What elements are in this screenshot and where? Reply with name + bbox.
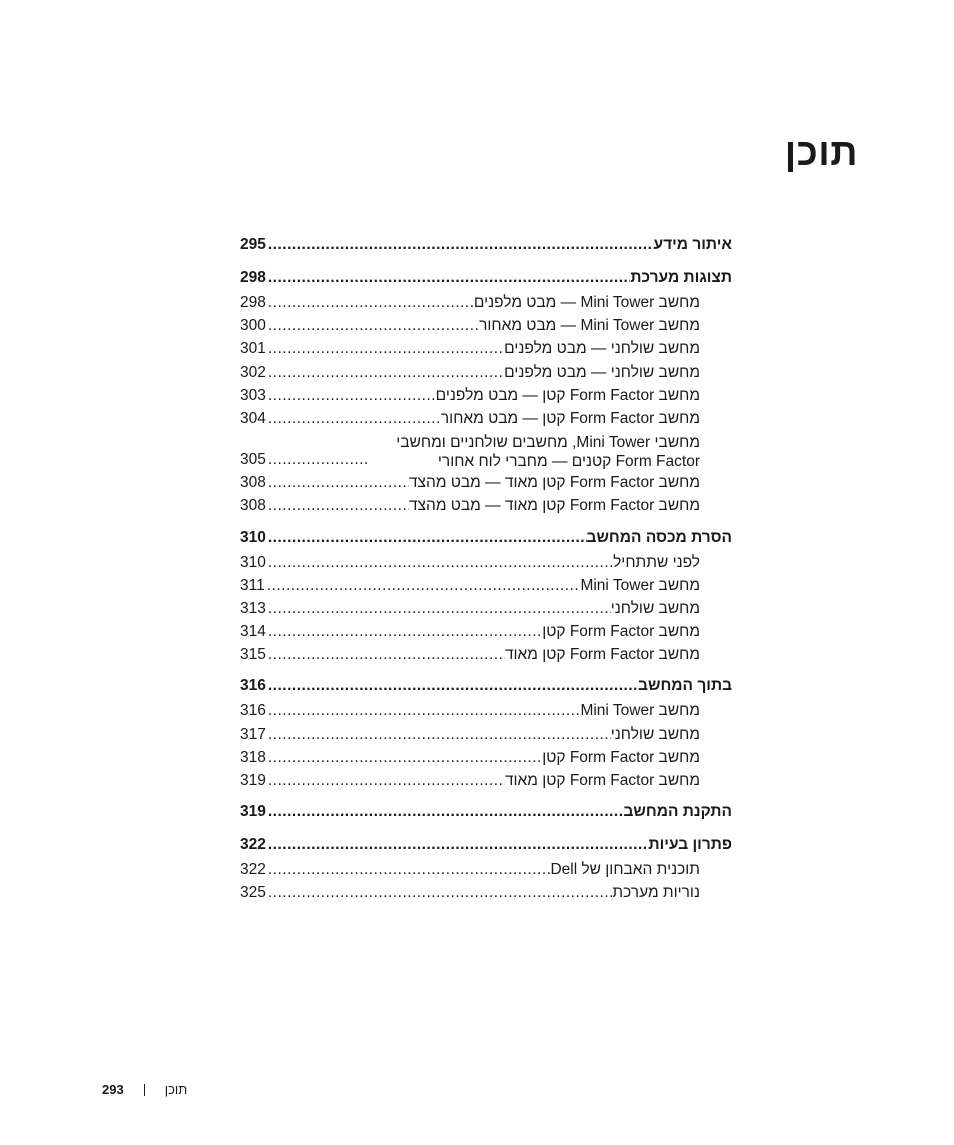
toc-heading-entry[interactable]	[240, 525, 732, 551]
toc-dot-leader	[266, 769, 505, 792]
toc-entry-page: 301	[240, 340, 266, 358]
toc-entry-title: מחשב Form Factor קטן — מבט מלפנים	[435, 386, 700, 404]
toc-dot-leader	[266, 265, 630, 291]
toc-entry[interactable]	[240, 314, 732, 337]
toc-dot-leader	[266, 471, 409, 494]
toc-heading-page: 298	[240, 269, 266, 286]
toc-dot-leader	[266, 448, 370, 471]
toc-section	[240, 673, 732, 792]
toc-entry-title: מחשב Form Factor קטן	[542, 623, 700, 641]
toc-dot-leader	[266, 525, 587, 551]
toc-entry[interactable]	[240, 881, 732, 904]
toc-dot-leader	[266, 832, 649, 858]
page-title: תוכן	[784, 132, 858, 174]
toc-section	[240, 265, 732, 518]
toc-dot-leader	[266, 551, 613, 574]
toc-entry[interactable]	[240, 769, 732, 792]
toc-dot-leader	[266, 494, 409, 517]
toc-entry[interactable]	[240, 407, 732, 430]
toc-entry-title: תוכנית האבחון של Dell	[550, 861, 700, 879]
toc-entry-title: לפני שתתחיל	[613, 553, 700, 571]
toc-dot-leader	[266, 799, 624, 825]
toc-entry-page: 325	[240, 884, 266, 902]
toc-heading-page: 316	[240, 677, 266, 695]
toc-entry[interactable]	[240, 597, 732, 620]
toc-dot-leader	[266, 384, 436, 407]
toc-heading-title: איתור מידע	[653, 236, 732, 253]
toc-entry-title: מחשב Mini Tower	[580, 576, 700, 594]
toc-entry-page: 315	[240, 646, 266, 664]
toc-entry-page: 304	[240, 409, 266, 427]
toc-heading-title: תצוגות מערכת	[630, 269, 732, 286]
toc-dot-leader	[265, 574, 581, 597]
toc-entry-page: 316	[240, 702, 266, 720]
toc-section	[240, 525, 732, 667]
toc-entry-page: 305	[240, 450, 266, 468]
toc-entry[interactable]	[240, 337, 732, 360]
toc-entry[interactable]	[240, 551, 732, 574]
footer-divider	[144, 1084, 145, 1096]
toc-entry-page: 322	[240, 861, 266, 879]
toc-entry-title: מחשב Mini Tower — מבט מאחור	[479, 317, 700, 335]
toc-section	[240, 832, 732, 904]
toc-entry[interactable]	[240, 574, 732, 597]
toc-entry-title: מחשב שולחני — מבט מלפנים	[504, 340, 700, 358]
toc-heading-entry[interactable]	[240, 832, 732, 858]
toc-section	[240, 232, 732, 258]
toc-dot-leader	[266, 858, 551, 881]
toc-heading-title: התקנת המחשב	[623, 803, 732, 821]
toc-entry-page: 308	[240, 497, 266, 515]
toc-entry[interactable]	[240, 430, 732, 471]
toc-entry-page: 311	[240, 576, 265, 594]
toc-entry[interactable]	[240, 858, 732, 881]
toc-entry[interactable]	[240, 494, 732, 517]
toc-entry-title: מחשב Form Factor קטן	[542, 748, 700, 766]
toc-entry-title: מחשב Form Factor קטן מאוד — מבט מהצד	[408, 474, 700, 492]
toc-dot-leader	[266, 620, 542, 643]
toc-entry[interactable]	[240, 384, 732, 407]
toc-dot-leader	[266, 699, 581, 722]
toc-heading-title: בתוך המחשב	[638, 677, 732, 695]
toc-dot-leader	[266, 361, 504, 384]
toc-entry-title: מחשב שולחני	[610, 599, 700, 617]
toc-entry-title: מחשב שולחני	[610, 725, 700, 743]
toc-heading-entry[interactable]	[240, 799, 732, 825]
toc-entry-title: מחשב Mini Tower — מבט מלפנים	[473, 294, 700, 311]
toc-entry-page: 319	[240, 772, 266, 789]
toc-dot-leader	[266, 407, 441, 430]
toc-dot-leader	[266, 673, 638, 699]
toc-entry[interactable]	[240, 291, 732, 314]
toc-dot-leader	[266, 597, 611, 620]
toc-dot-leader	[266, 881, 613, 904]
toc-heading-page: 310	[240, 528, 266, 546]
page-footer	[102, 1082, 187, 1097]
toc-entry[interactable]	[240, 643, 732, 666]
toc-entry[interactable]	[240, 723, 732, 746]
toc-dot-leader	[266, 643, 505, 666]
toc-entry-title: מחשבי Mini Tower, מחשבים שולחניים ומחשבי Form Factor קטנים — מחברי לוח אחורי	[396, 434, 700, 471]
toc-entry-page: 302	[240, 363, 266, 381]
toc-entry-title: מחשב Form Factor קטן מאוד	[504, 646, 700, 664]
toc-entry-title: מחשב Form Factor קטן — מבט מאחור	[440, 409, 700, 427]
toc-entry[interactable]	[240, 471, 732, 494]
toc-dot-leader	[266, 746, 542, 769]
toc-entry-title: מחשב Form Factor קטן מאוד — מבט מהצד	[408, 497, 700, 515]
toc-heading-entry[interactable]	[240, 232, 732, 258]
toc-entry[interactable]	[240, 361, 732, 384]
footer-page-number: 293	[102, 1082, 124, 1097]
toc-entry-page: 313	[240, 599, 266, 617]
toc-entry[interactable]	[240, 746, 732, 769]
toc-entry-page: 308	[240, 474, 266, 492]
footer-label: תוכן	[164, 1082, 188, 1097]
toc-heading-title: הסרת מכסה המחשב	[586, 528, 732, 546]
toc-dot-leader	[266, 314, 479, 337]
toc-heading-entry[interactable]	[240, 673, 732, 699]
toc-heading-page: 322	[240, 836, 266, 854]
toc-entry-page: 318	[240, 748, 266, 766]
toc-entry-title: נוריות מערכת	[612, 884, 700, 902]
toc-section	[240, 799, 732, 825]
toc-heading-page: 295	[240, 236, 266, 253]
toc-heading-entry[interactable]	[240, 265, 732, 291]
table-of-contents	[240, 232, 732, 912]
toc-entry-page: 317	[240, 725, 266, 743]
toc-entry-page: 310	[240, 553, 266, 571]
toc-entry[interactable]	[240, 620, 732, 643]
toc-dot-leader	[266, 723, 611, 746]
toc-entry-title: מחשב שולחני — מבט מלפנים	[504, 363, 700, 381]
toc-entry-page: 298	[240, 294, 266, 311]
toc-dot-leader	[266, 291, 474, 314]
toc-heading-page: 319	[240, 803, 266, 821]
toc-entry-title: מחשב Form Factor קטן מאוד	[504, 772, 700, 789]
toc-heading-title: פתרון בעיות	[648, 836, 732, 854]
toc-entry-page: 300	[240, 317, 266, 335]
toc-entry[interactable]	[240, 699, 732, 722]
toc-dot-leader	[266, 337, 504, 360]
toc-entry-title: מחשב Mini Tower	[580, 702, 700, 720]
toc-dot-leader	[266, 232, 654, 258]
toc-entry-page: 303	[240, 386, 266, 404]
toc-entry-page: 314	[240, 623, 266, 641]
